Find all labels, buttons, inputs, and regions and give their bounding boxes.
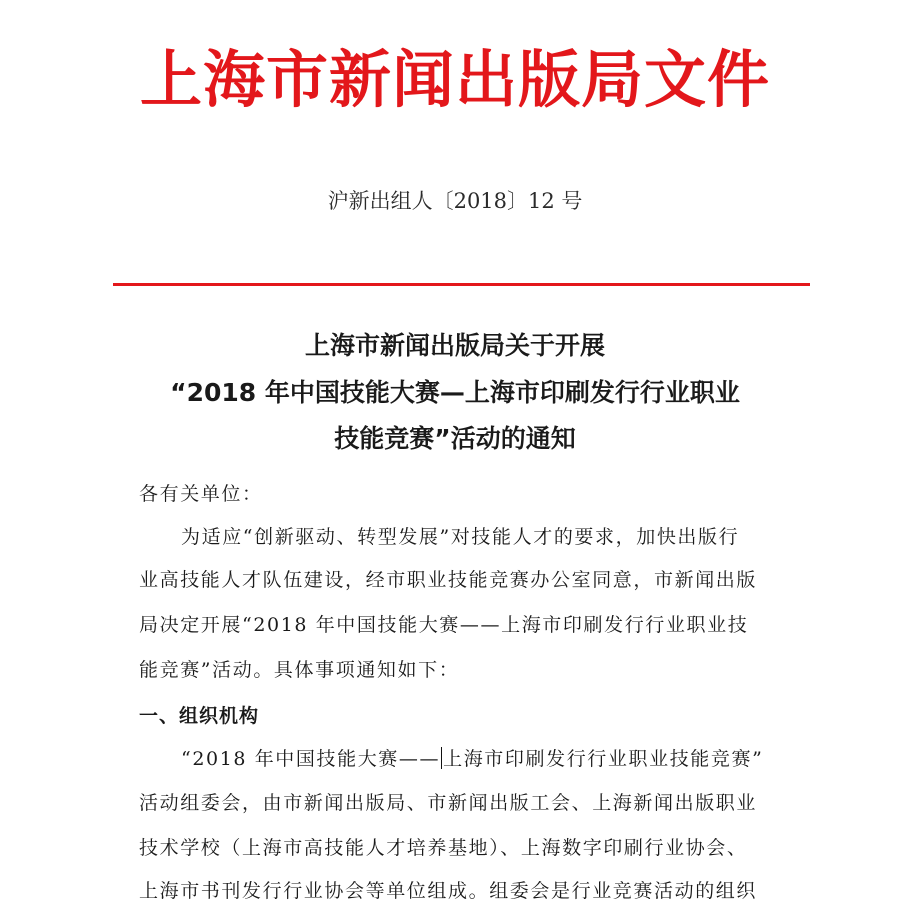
salutation: 各有关单位： — [139, 483, 263, 505]
section1-line-4: 上海市书刊发行行业协会等单位组成。组委会是行业竞赛活动的组织 — [139, 880, 758, 902]
section1-line-2: 活动组委会，由市新闻出版局、市新闻出版工会、上海新闻出版职业 — [139, 792, 758, 814]
notice-title-line-2: “2018 年中国技能大赛—上海市印刷发行行业职业 — [170, 378, 740, 407]
section1-line-1-part-a: “2018 年中国技能大赛—— — [181, 748, 441, 770]
intro-line-1: 为适应“创新驱动、转型发展”对技能人才的要求，加快出版行 — [181, 526, 740, 548]
section1-line-1-part-b: 上海市印刷发行行业职业技能竞赛” — [443, 748, 764, 770]
red-divider-rule — [113, 283, 810, 286]
notice-title-line-3: 技能竞赛”活动的通知 — [334, 424, 576, 453]
notice-title-line-1: 上海市新闻出版局关于开展 — [304, 331, 605, 360]
text-cursor — [441, 747, 442, 769]
section1-line-3: 技术学校（上海市高技能人才培养基地）、上海数字印刷行业协会、 — [139, 837, 748, 859]
document-header-title: 上海市新闻出版局文件 — [139, 43, 770, 116]
section-heading-organization: 一、组织机构 — [139, 705, 260, 727]
section1-line-1 — [181, 744, 821, 774]
intro-line-2: 业高技能人才队伍建设，经市职业技能竞赛办公室同意，市新闻出版 — [139, 569, 758, 591]
intro-line-3: 局决定开展“2018 年中国技能大赛——上海市印刷发行行业职业技 — [139, 614, 749, 636]
document-number: 沪新出组人〔2018〕12 号 — [327, 189, 583, 213]
intro-line-4: 能竞赛”活动。具体事项通知如下： — [139, 659, 460, 681]
